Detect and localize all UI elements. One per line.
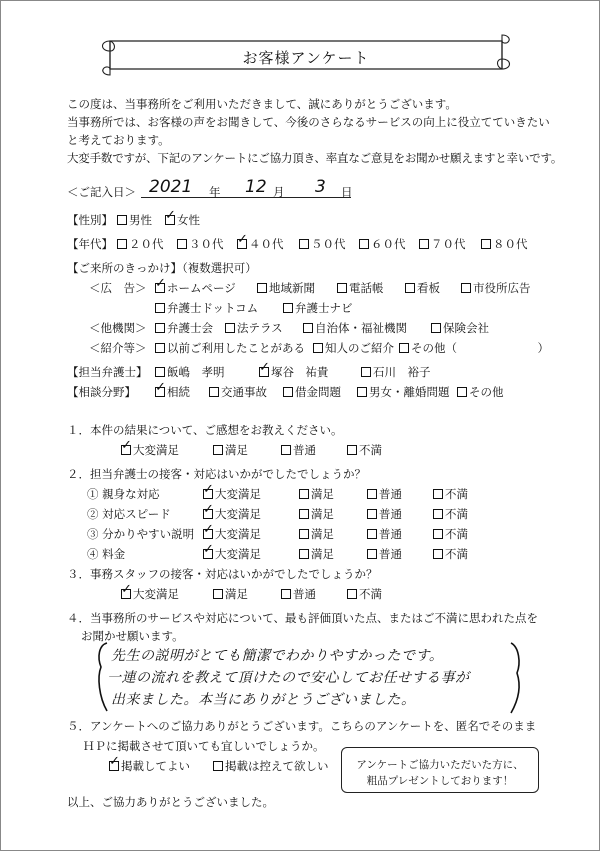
option-label: 以前ご利用したことがある (167, 341, 305, 355)
q2-row-label: ③ 分かりやすい説明 (87, 527, 195, 541)
option-label: 満足 (311, 507, 334, 521)
q1-normal-option[interactable] (281, 443, 316, 457)
checkbox[interactable] (213, 761, 223, 771)
option-label: 市役所広告 (473, 281, 531, 295)
age-option-40[interactable] (237, 237, 284, 251)
option-label: 借金問題 (295, 385, 341, 399)
age-option-70[interactable] (419, 237, 466, 251)
age-option-80[interactable] (481, 237, 528, 251)
q2-row2-normal[interactable] (367, 507, 402, 521)
ad-signboard-option[interactable] (405, 281, 440, 295)
other-insurance-option[interactable] (431, 321, 489, 335)
q2-row3-normal[interactable] (367, 527, 402, 541)
referral-friend-option[interactable] (313, 341, 394, 355)
referral-previous-option[interactable] (155, 341, 305, 355)
ad-newspaper-option[interactable] (257, 281, 315, 295)
option-label: 相続 (167, 385, 190, 399)
checkbox[interactable] (367, 509, 377, 519)
checkbox[interactable] (177, 239, 187, 249)
checkbox[interactable] (303, 323, 313, 333)
checkbox-checked[interactable] (121, 445, 131, 455)
gender-male-option[interactable] (117, 213, 152, 227)
checkbox[interactable] (433, 529, 443, 539)
option-label: 大変満足 (133, 587, 179, 601)
option-label: ５０代 (311, 237, 346, 251)
checkbox-checked[interactable] (237, 239, 247, 249)
checkbox[interactable] (431, 323, 441, 333)
intro-line-4: 大変手数ですが、下記のアンケートにご協力頂き、率直なご意見をお聞かせ願えますと幸いです。 (67, 151, 563, 165)
option-label: 男性 (129, 213, 152, 227)
q2-row1-very-satisfied[interactable] (203, 487, 261, 501)
checkbox[interactable] (117, 215, 127, 225)
option-label: 知人のご紹介 (325, 341, 394, 355)
option-label: 不満 (359, 443, 382, 457)
date-month-unit: 月 (273, 185, 285, 199)
option-label: 不満 (445, 487, 468, 501)
lawyer-ishikawa-option[interactable] (361, 365, 431, 379)
q5-text-2: ＨＰに掲載させて頂いても宜しいでしょうか。 (83, 739, 325, 753)
checkbox[interactable] (405, 283, 415, 293)
option-label: ２０代 (129, 237, 164, 251)
ad-cityhall-option[interactable] (461, 281, 531, 295)
checkbox[interactable] (337, 283, 347, 293)
option-label: 満足 (311, 547, 334, 561)
checkbox[interactable] (155, 303, 165, 313)
option-label: ８０代 (493, 237, 528, 251)
field-label: 【相談分野】 (67, 385, 136, 399)
q4-text-2: お聞かせ願います。 (81, 629, 184, 643)
option-label: 女性 (177, 213, 200, 227)
other-municipality-option[interactable] (303, 321, 407, 335)
checkbox[interactable] (299, 509, 309, 519)
checkbox[interactable] (367, 529, 377, 539)
checkbox[interactable] (461, 283, 471, 293)
ad-phonebook-option[interactable] (337, 281, 384, 295)
q2-row2-satisfied[interactable] (299, 507, 334, 521)
q4-text-1: ４．当事務所のサービスや対応について、最も評価頂いた点、またはご不満に思われた点を (67, 611, 539, 625)
age-option-60[interactable] (359, 237, 406, 251)
option-label: 大変満足 (215, 487, 261, 501)
checkbox[interactable] (357, 387, 367, 397)
q1-satisfied-option[interactable] (213, 443, 248, 457)
field-other-option[interactable] (457, 385, 504, 399)
option-label: 普通 (379, 547, 402, 561)
present-note-line-2: 粗品プレゼントしております！ (366, 775, 514, 787)
lawyer-tsukaya-option[interactable] (259, 365, 329, 379)
option-label: 掲載は控えて欲しい (225, 759, 329, 773)
checkbox-checked[interactable] (109, 761, 119, 771)
q2-row4-satisfied[interactable] (299, 547, 334, 561)
other-agency-label: ＜他機関＞ (89, 321, 147, 335)
checkbox[interactable] (281, 445, 291, 455)
checkbox[interactable] (433, 509, 443, 519)
option-label: 普通 (379, 527, 402, 541)
option-label: 看板 (417, 281, 440, 295)
option-label: 普通 (293, 587, 316, 601)
checkbox-checked[interactable] (203, 549, 213, 559)
other-bar-assoc-option[interactable] (155, 321, 213, 335)
checkbox[interactable] (347, 589, 357, 599)
option-label: 大変満足 (215, 507, 261, 521)
checkbox[interactable] (257, 283, 267, 293)
date-label: ＜ご記入日＞ (67, 185, 136, 199)
option-label: 掲載してよい (121, 759, 190, 773)
option-label: 弁護士会 (167, 321, 213, 335)
checkbox[interactable] (281, 589, 291, 599)
lawyer-iijima-option[interactable] (155, 365, 225, 379)
ad-homepage-option[interactable] (155, 281, 236, 295)
field-debt-option[interactable] (283, 385, 341, 399)
option-label: 満足 (311, 487, 334, 501)
q2-row4-normal[interactable] (367, 547, 402, 561)
intro-line-3: と考えております。 (67, 133, 170, 147)
option-label: 大変満足 (215, 547, 261, 561)
date-month: 12 (245, 177, 267, 197)
checkbox[interactable] (299, 239, 309, 249)
option-label: 弁護士ドットコム (167, 301, 259, 315)
field-traffic-option[interactable] (209, 385, 267, 399)
option-label: ホームページ (167, 281, 236, 295)
option-label: ４０代 (249, 237, 284, 251)
q2-row-label: ① 親身な対応 (87, 487, 160, 501)
lawyer-label: 【担当弁護士】 (67, 365, 148, 379)
checkbox-checked[interactable] (165, 215, 175, 225)
checkbox-checked[interactable] (203, 529, 213, 539)
q2-row2-dissatisfied[interactable] (433, 507, 468, 521)
option-label: 不満 (359, 587, 382, 601)
checkbox-checked[interactable] (155, 387, 165, 397)
option-label: 弁護士ナビ (295, 301, 353, 315)
checkbox[interactable] (209, 387, 219, 397)
checkbox[interactable] (213, 445, 223, 455)
ad-bengoshi-com-option[interactable] (155, 301, 258, 315)
q2-row-label: ④ 料金 (87, 547, 126, 561)
checkbox-checked[interactable] (121, 589, 131, 599)
other-houterasu-option[interactable] (225, 321, 283, 335)
checkbox[interactable] (361, 367, 371, 377)
option-label: 普通 (293, 443, 316, 457)
q4-answer-line-1: 先生の説明がとても簡潔でわかりやすかったです。 (111, 648, 444, 664)
referral-label: ＜紹介等＞ (89, 341, 147, 355)
option-label: 電話帳 (349, 281, 384, 295)
checkbox[interactable] (481, 239, 491, 249)
option-label: 満足 (225, 443, 248, 457)
option-label: ６０代 (371, 237, 406, 251)
intro-line-2: 当事務所では、お客様の声をお聞きして、今後のさらなるサービスの向上に役立てていきたい (67, 115, 550, 129)
option-label: 大変満足 (133, 443, 179, 457)
trigger-label: 【ご来所のきっかけ】（複数選択可） (67, 261, 257, 275)
checkbox-checked[interactable] (203, 489, 213, 499)
q3-very-satisfied-option[interactable] (121, 587, 179, 601)
option-label: 石川 裕子 (373, 365, 431, 379)
q3-satisfied-option[interactable] (213, 587, 248, 601)
q2-row-label: ② 対応スピード (87, 507, 171, 521)
checkbox[interactable] (457, 387, 467, 397)
checkbox[interactable] (419, 239, 429, 249)
option-label: 大変満足 (215, 527, 261, 541)
ad-bengoshi-navi-option[interactable] (283, 301, 353, 315)
q2-text: ２．担当弁護士の接客・対応はいかがでしたでしょうか？ (67, 467, 366, 481)
q2-row3-very-satisfied[interactable] (203, 527, 261, 541)
checkbox[interactable] (433, 549, 443, 559)
age-label: 【年代】 (67, 237, 113, 251)
option-label: 普通 (379, 507, 402, 521)
checkbox[interactable] (225, 323, 235, 333)
checkbox[interactable] (155, 323, 165, 333)
checkbox[interactable] (213, 589, 223, 599)
field-divorce-option[interactable] (357, 385, 450, 399)
checkbox[interactable] (283, 387, 293, 397)
age-option-30[interactable] (177, 237, 224, 251)
checkbox[interactable] (283, 303, 293, 313)
checkbox[interactable] (155, 343, 165, 353)
checkbox[interactable] (399, 343, 409, 353)
option-label: 法テラス (237, 321, 283, 335)
checkbox[interactable] (299, 529, 309, 539)
referral-other-option[interactable] (399, 341, 549, 355)
q1-dissatisfied-option[interactable] (347, 443, 382, 457)
option-label: 保険会社 (443, 321, 489, 335)
date-underline (141, 197, 351, 198)
q2-row3-satisfied[interactable] (299, 527, 334, 541)
checkbox[interactable] (155, 367, 165, 377)
q2-row1-dissatisfied[interactable] (433, 487, 468, 501)
option-label: 不満 (445, 547, 468, 561)
present-note-line-1: アンケートご協力いただいた方に、 (356, 759, 524, 771)
q4-answer-line-3: 出来ました。本当にありがとうございました。 (111, 692, 416, 708)
checkbox[interactable] (367, 549, 377, 559)
checkbox[interactable] (299, 549, 309, 559)
checkbox-checked[interactable] (155, 283, 165, 293)
option-label: その他 (469, 385, 504, 399)
q2-row4-dissatisfied[interactable] (433, 547, 468, 561)
option-label: ３０代 (189, 237, 224, 251)
option-label: 自治体・福祉機関 (315, 321, 407, 335)
checkbox-checked[interactable] (203, 509, 213, 519)
option-label: ７０代 (431, 237, 466, 251)
option-label: 地域新聞 (269, 281, 315, 295)
closing-text: 以上、ご協力ありがとうございました。 (67, 795, 274, 809)
q2-row3-dissatisfied[interactable] (433, 527, 468, 541)
option-label: 塚谷 祐貴 (271, 365, 329, 379)
option-label: 普通 (379, 487, 402, 501)
q2-row1-normal[interactable] (367, 487, 402, 501)
q5-publish-ok-option[interactable] (109, 759, 190, 773)
option-label: その他（ ） (411, 341, 549, 355)
field-inheritance-option[interactable] (155, 385, 190, 399)
q3-text: ３．事務スタッフの接客・対応はいかがでしたでしょうか？ (67, 567, 378, 581)
date-year: 2021 (149, 177, 193, 197)
option-label: 不満 (445, 527, 468, 541)
q2-row4-very-satisfied[interactable] (203, 547, 261, 561)
q5-publish-no-option[interactable] (213, 759, 329, 773)
date-year-unit: 年 (209, 185, 221, 199)
q2-row1-satisfied[interactable] (299, 487, 334, 501)
q5-text-1: ５．アンケートへのご協力ありがとうございます。こちらのアンケートを、匿名でそのまま (67, 719, 537, 733)
q1-text: １．本件の結果について、ご感想をお教えください。 (67, 423, 343, 437)
option-label: 不満 (445, 507, 468, 521)
option-label: 満足 (311, 527, 334, 541)
checkbox[interactable] (299, 489, 309, 499)
ad-label: ＜広 告＞ (89, 281, 147, 295)
gender-female-option[interactable] (165, 213, 200, 227)
q3-normal-option[interactable] (281, 587, 316, 601)
option-label: 満足 (225, 587, 248, 601)
checkbox[interactable] (117, 239, 127, 249)
age-option-50[interactable] (299, 237, 346, 251)
option-label: 交通事故 (221, 385, 267, 399)
checkbox-checked[interactable] (259, 367, 269, 377)
checkbox[interactable] (433, 489, 443, 499)
age-option-20[interactable] (117, 237, 164, 251)
q2-row2-very-satisfied[interactable] (203, 507, 261, 521)
option-label: 飯嶋 孝明 (167, 365, 225, 379)
q1-very-satisfied-option[interactable] (121, 443, 179, 457)
date-day: 3 (315, 177, 326, 197)
page-title: お客様アンケート (242, 49, 370, 67)
checkbox[interactable] (367, 489, 377, 499)
q4-answer-line-2: 一連の流れを教えて頂けたので安心してお任せする事が (107, 670, 470, 686)
checkbox[interactable] (313, 343, 323, 353)
checkbox[interactable] (347, 445, 357, 455)
intro-line-1: この度は、当事務所をご利用いただきまして、誠にありがとうございます。 (67, 97, 457, 111)
q3-dissatisfied-option[interactable] (347, 587, 382, 601)
date-day-unit: 日 (341, 185, 353, 199)
gender-label: 【性別】 (67, 213, 113, 227)
option-label: 男女・離婚問題 (369, 385, 450, 399)
checkbox[interactable] (359, 239, 369, 249)
